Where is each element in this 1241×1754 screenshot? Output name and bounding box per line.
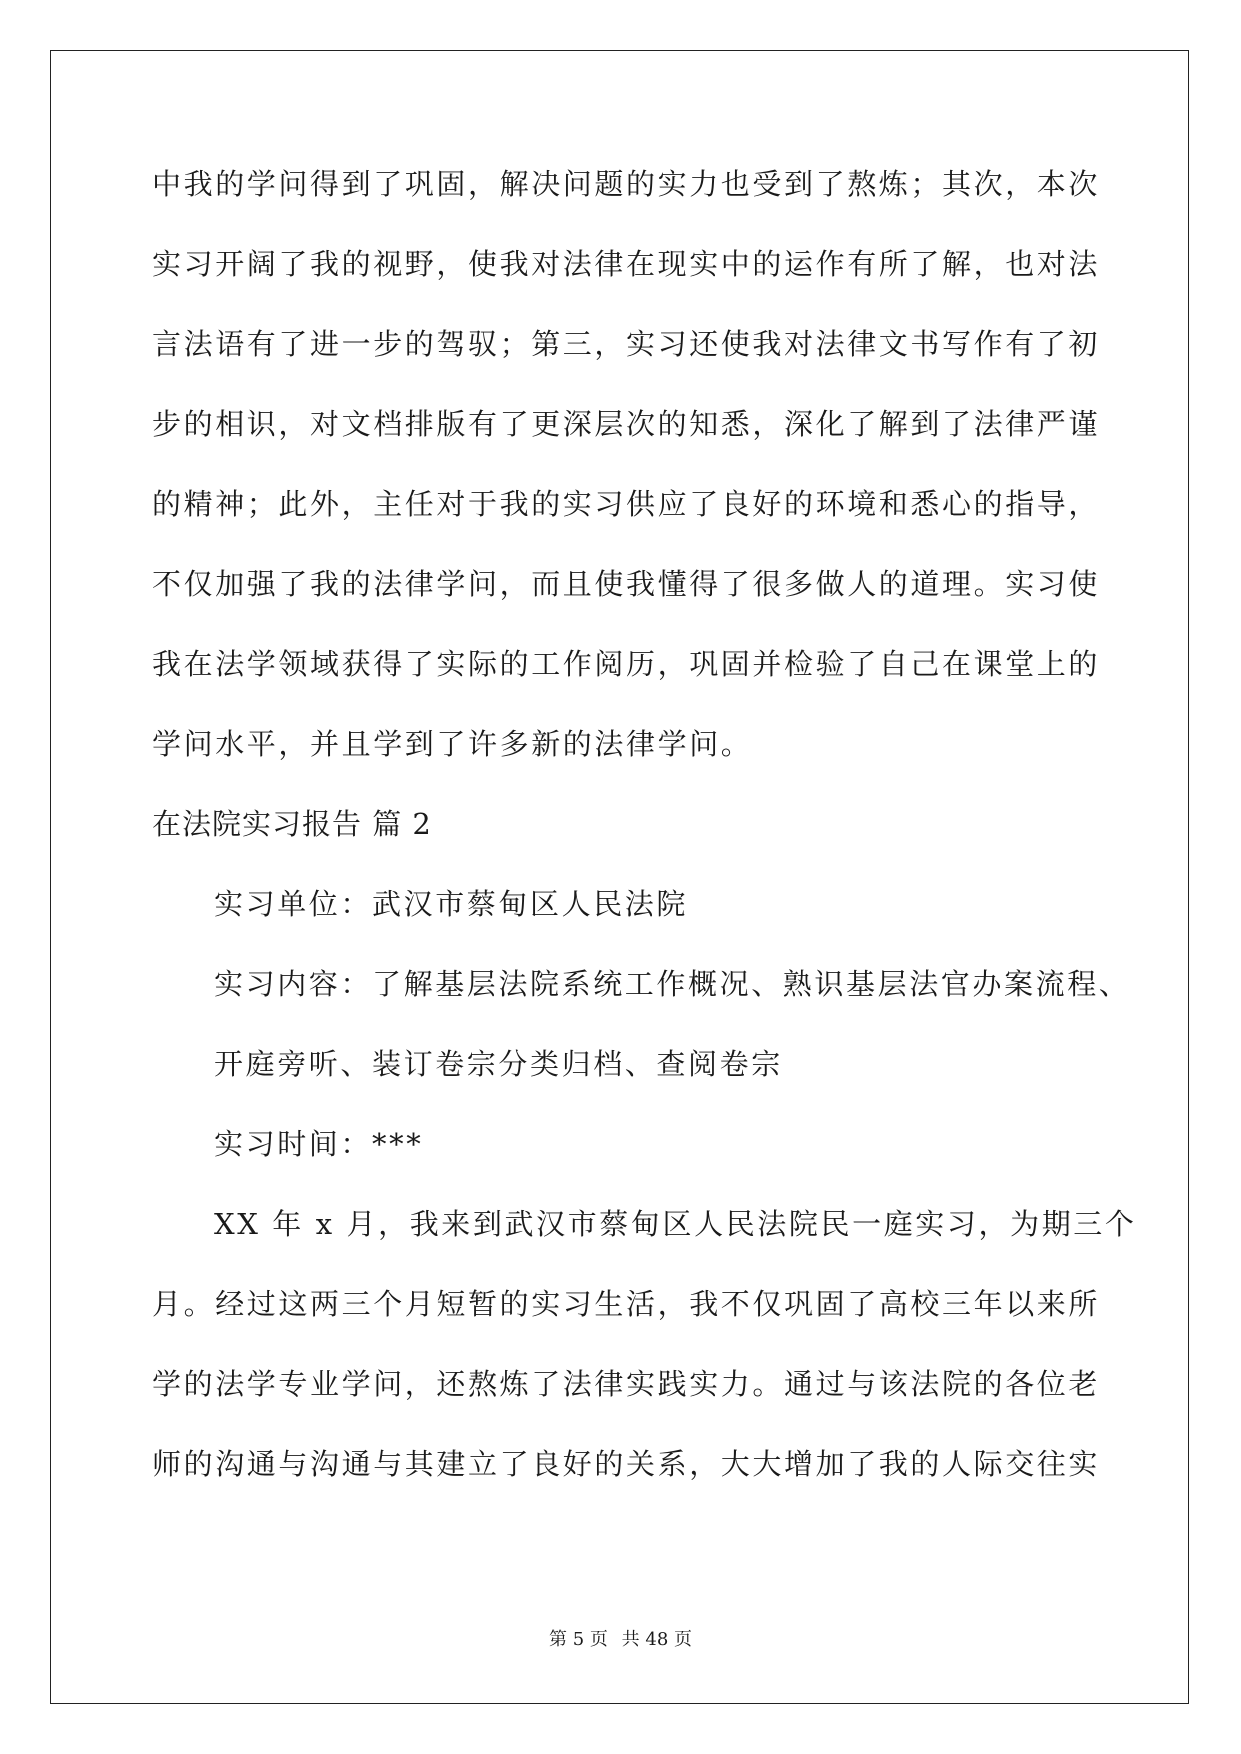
paragraph-line: 步的相识，对文档排版有了更深层次的知悉，深化了解到了法律严谨	[152, 407, 1101, 441]
internship-content: 实习内容：了解基层法院系统工作概况、熟识基层法官办案流程、	[214, 967, 1131, 1001]
paragraph-line: XX 年 x 月，我来到武汉市蔡甸区人民法院民一庭实习，为期三个	[214, 1207, 1137, 1241]
paragraph-line: 不仅加强了我的法律学问，而且使我懂得了很多做人的道理。实习使	[152, 567, 1101, 601]
paragraph-line: 月。经过这两三个月短暂的实习生活，我不仅巩固了高校三年以来所	[152, 1287, 1101, 1321]
paragraph-line: 的精神；此外，主任对于我的实习供应了良好的环境和悉心的指导，	[152, 487, 1101, 521]
paragraph-line: 学问水平，并且学到了许多新的法律学问。	[152, 727, 753, 761]
internship-unit: 实习单位：武汉市蔡甸区人民法院	[214, 887, 689, 921]
paragraph-line: 我在法学领域获得了实际的工作阅历，巩固并检验了自己在课堂上的	[152, 647, 1101, 681]
paragraph-line: 学的法学专业学问，还熬炼了法律实践实力。通过与该法院的各位老	[152, 1367, 1101, 1401]
paragraph-line: 师的沟通与沟通与其建立了良好的关系，大大增加了我的人际交往实	[152, 1447, 1101, 1481]
page-footer	[0, 1628, 1241, 1652]
internship-time: 实习时间：***	[214, 1127, 424, 1161]
paragraph-line: 言法语有了进一步的驾驭；第三，实习还使我对法律文书写作有了初	[152, 327, 1101, 361]
page-number: 第 5 页	[549, 1629, 608, 1650]
page-total: 共 48 页	[621, 1629, 692, 1650]
paragraph-line: 中我的学问得到了巩固，解决问题的实力也受到了熬炼；其次，本次	[152, 167, 1101, 201]
document-body	[152, 160, 1137, 1520]
paragraph-line: 实习开阔了我的视野，使我对法律在现实中的运作有所了解，也对法	[152, 247, 1101, 281]
section-heading: 在法院实习报告 篇 2	[152, 807, 432, 841]
internship-content-continued: 开庭旁听、装订卷宗分类归档、查阅卷宗	[214, 1047, 783, 1081]
